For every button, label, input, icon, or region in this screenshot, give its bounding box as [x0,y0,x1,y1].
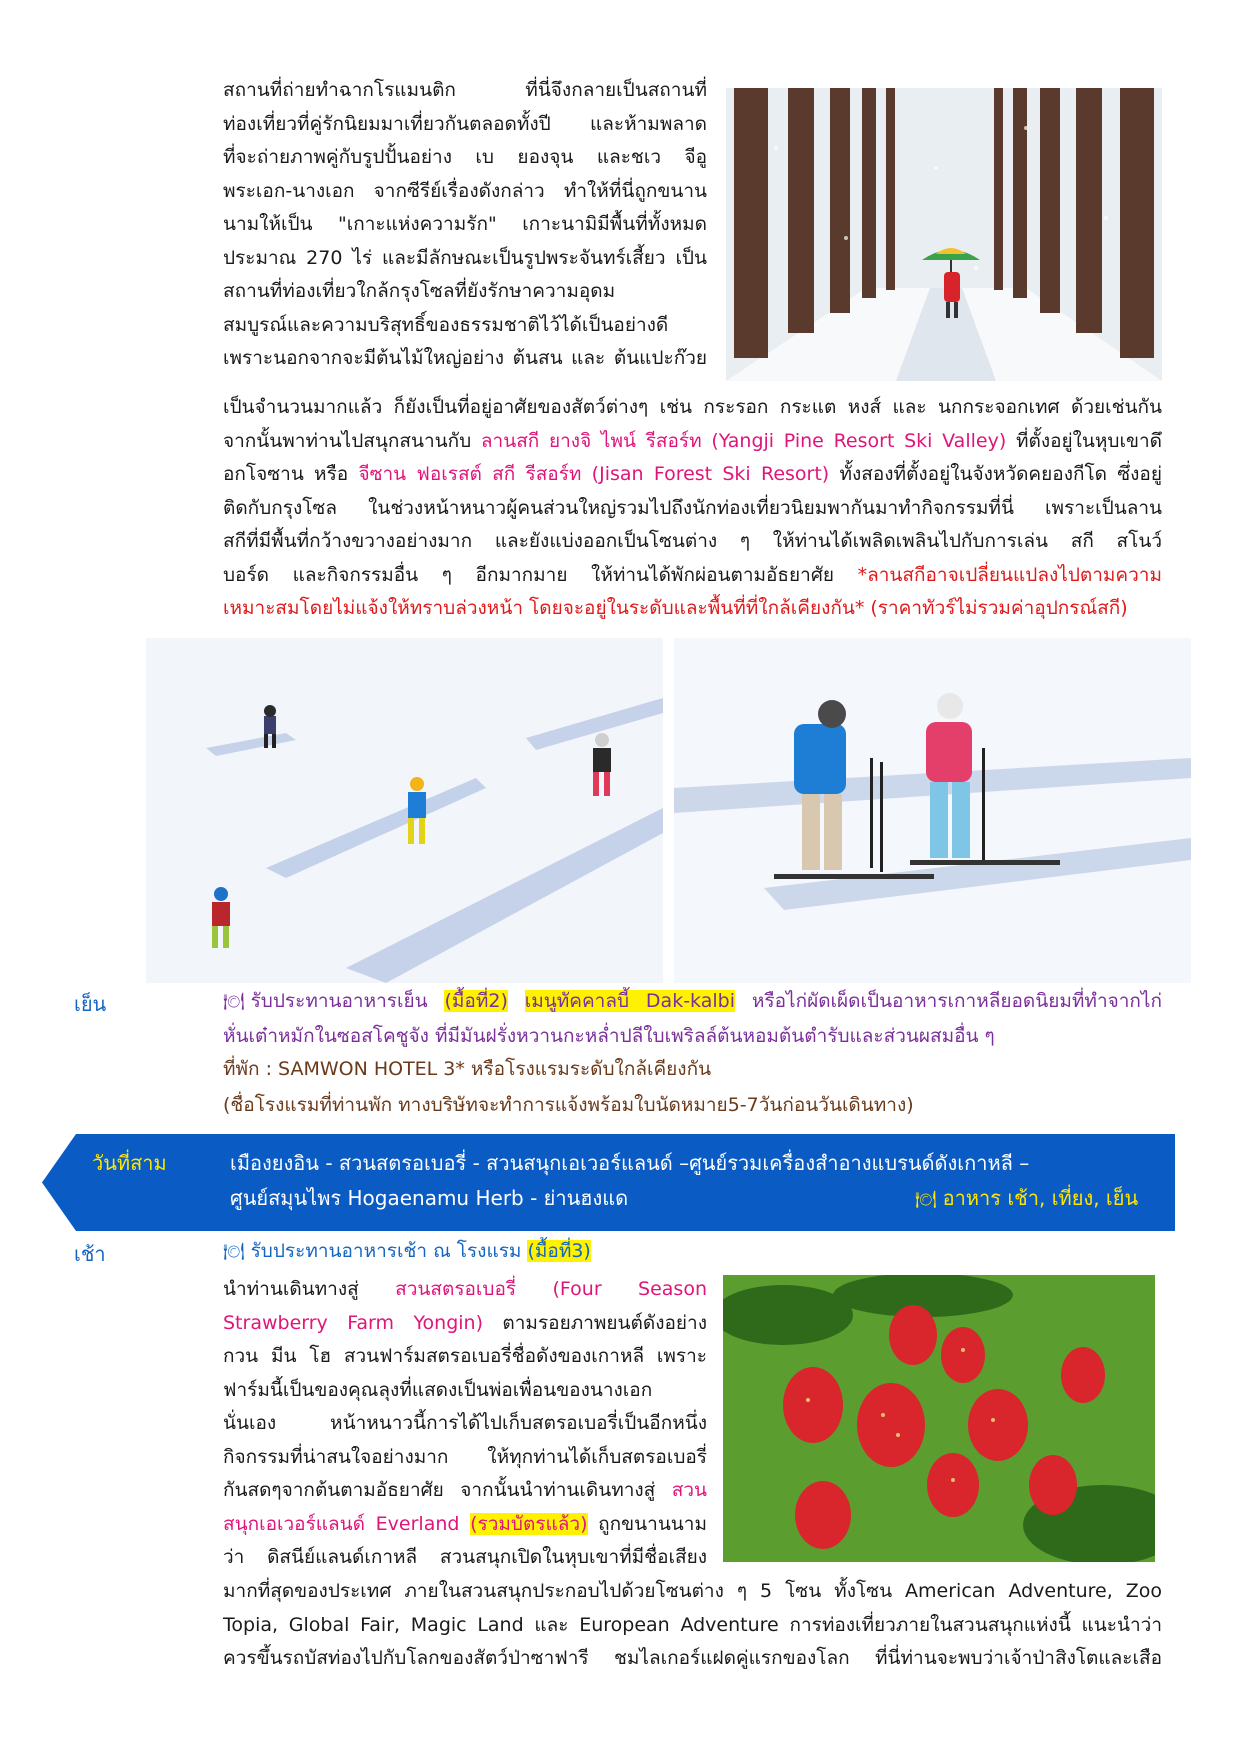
strawberry-text: ตามรอยภาพยนต์ดังอย่าง [483,1311,707,1334]
breakfast-text-part: รับประทานอาหารเช้า ณ โรงแรม [250,1240,528,1262]
ski-line-4: สกีที่มีพื้นที่กว้างขวางอย่างมาก และยังแบ่งออกเป็นโซนต่าง ๆ ให้ท่านได้เพลิดเพลินไปกับการเล่น สกี สโนว์ [223,530,1162,552]
day-label: วันที่สาม [92,1151,167,1175]
photo-ski-lesson [674,638,1191,983]
ski-text: ที่ตั้งอยู่ในหุบเขาดึ [1006,429,1162,452]
photo-tree-avenue [726,88,1162,381]
ski-line-6: เหมาะสมโดยไม่แจ้งให้ทราบล่วงหน้า โดยจะอยู่ในระดับและพื้นที่ที่ใกล้เคียงกัน* (ราคาทัวร์ไม่รวมค่าอุปกรณ์สกี) [223,597,1128,619]
ski-text: บอร์ด และกิจกรรมอื่น ๆ อีกมากมาย ให้ท่านได้พักผ่อนตามอัธยาศัย [223,563,858,586]
day-route-line-1: เมืองยงอิน - สวนสตรอเบอรี่ - สวนสนุกเอเวอร์แลนด์ –ศูนย์รวมเครื่องสำอางแบรนด์ดังเกาหลี – [230,1151,1030,1175]
strawberry-farm-name: สวนสตรอเบอรี่ (Four Season [395,1278,707,1300]
everland-name: สวน [671,1479,707,1501]
strawberry-text: นำท่านเดินทางสู่ [223,1278,396,1300]
photo-skiers-slope [146,638,663,983]
ski-line-1 [223,425,1162,459]
intro-line: เพราะนอกจากจะมีต้นไม้ใหญ่อย่าง ต้นสน และ ต้นแปะก๊วย [223,347,707,369]
everland-line: Topia, Global Fair, Magic Land และ European Adventure การท่องเที่ยวภายในสวนสนุกแห่งนี้ แนะนำว่า [223,1613,1162,1636]
strawberry-line [223,1307,707,1341]
meal-number: (มื้อที่3) [527,1240,591,1262]
ticket-included: (รวมบัตรแล้ว) [470,1512,588,1535]
strawberry-line: นั่นเอง หน้าหนาวนี้การได้ไปเก็บสตรอเบอรี่เป็นอีกหนึ่ง [223,1412,707,1434]
plate-icon: 🍽 [223,992,245,1012]
dinner-text-part: หรือไก่ผัดเผ็ดเป็นอาหารเกาหลียอดนิยมที่ทำจากไก่ [735,990,1162,1012]
dinner-menu: เมนูทัคคาลบี้ Dak-kalbi [524,990,735,1012]
plate-icon: 🍽 [915,1190,937,1210]
intro-line: สถานที่ท่องเที่ยวใกล้กรุงโซลที่ยังรักษาความอุดม [223,280,616,302]
everland-text [223,1575,1162,1676]
ski-text: จากนั้นพาท่านไปสนุกสนานกับ [223,429,481,452]
intro-line: สมบูรณ์และความบริสุทธิ์ของธรรมชาติไว้ได้เป็นอย่างดี [223,313,669,336]
intro-full-line: เป็นจำนวนมากแล้ว ก็ยังเป็นที่อยู่อาศัยของสัตว์ต่างๆ เช่น กระรอก กระแต หงส์ และ นกกระจอกเทศ ด้วยเช่นกัน [223,396,1162,418]
intro-line: พระเอก-นางเอก จากซีรีย์เรื่องดังกล่าว ทำให้ที่นี่ถูกขนาน [223,179,707,202]
everland-line: มากที่สุดของประเทศ ภายในสวนสนุกประกอบไปด้วยโซนต่าง ๆ 5 โซน ทั้งโซน American Adventure, Zoo [223,1580,1162,1602]
hotel-info: ที่พัก : SAMWON HOTEL 3* หรือโรงแรมระดับใกล้เคียงกัน [223,1058,712,1080]
everland-name: สนุกเอเวอร์แลนด์ Everland [223,1512,471,1535]
jisan-resort-name: จีซาน ฟอเรสต์ สกี รีสอร์ท (Jisan Forest Ski Resort) [358,463,830,485]
intro-line: ที่จะถ่ายภาพคู่กับรูปปั้นอย่าง เบ ยองจุน และชเว จีอู [223,146,707,168]
strawberry-farm-name: Strawberry Farm Yongin) [223,1311,483,1334]
ski-text: อกโจซาน หรือ [223,463,359,485]
strawberry-line [223,1508,707,1542]
meal-number: (มื้อที่2) [444,990,508,1012]
hotel-note: (ชื่อโรงแรมที่ท่านพัก ทางบริษัทจะทำการแจ้งพร้อมใบนัดหมาย5-7วันก่อนวันเดินทาง) [223,1093,914,1116]
yangji-resort-name: ลานสกี ยางจิ ไพน์ รีสอร์ท (Yangji Pine Resort Ski Valley) [480,429,1007,452]
dinner-line-2: หั่นเต๋าหมักในซอสโคชูจัง ที่มีมันฝรั่งหวานกะหล่ำปลีใบเพริลล์ต้นหอมต้นตำรับและส่วนผสมอื่น ๆ [223,1024,995,1047]
breakfast-text [223,1235,923,1270]
intro-line: นามให้เป็น "เกาะแห่งความรัก" เกาะนามิมีพื้นที่ทั้งหมด [223,213,707,235]
strawberry-line: ว่า ดิสนีย์แลนด์เกาหลี สวนสนุกเปิดในหุบเขาที่มีชื่อเสียง [223,1546,707,1568]
plate-icon: 🍽 [223,1242,245,1262]
intro-wrap-text [223,74,707,376]
ski-resort-text [223,391,1162,626]
intro-line: สถานที่ถ่ายทำฉากโรแมนติก ที่นี่จึงกลายเป็นสถานที่ [223,79,707,101]
ski-line-2 [223,458,1162,492]
strawberry-text: ถูกขนานนาม [587,1512,707,1535]
day-meals [915,1181,1138,1218]
dinner-text [223,985,1162,1122]
day-banner [42,1134,1175,1231]
ski-text: ทั้งสองที่ตั้งอยู่ในจังหวัดคยองกีโด ซึ่งอยู่ [829,463,1162,485]
strawberry-text: กันสดๆจากต้นตามอัธยาศัย จากนั้นนำท่านเดินทางสู่ [223,1479,672,1501]
strawberry-line: กวน มีน โฮ สวนฟาร์มสตรอเบอรี่ชื่อดังของเกาหลี เพราะ [223,1345,707,1367]
strawberry-wrap-text [223,1273,707,1575]
day-route-line-2: ศูนย์สมุนไพร Hogaenamu Herb - ย่านฮงแด [230,1186,629,1210]
ski-disclaimer: *ลานสกีอาจเปลี่ยนแปลงไปตามความ [857,563,1162,586]
everland-line: ควรขึ้นรถบัสท่องไปกับโลกของสัตว์ป่าซาฟารี ชมไลเกอร์แฝดคู่แรกของโลก ที่นี่ท่านจะพบว่าเจ้าป่าสิงโตและเสือ [223,1647,1162,1669]
ski-line-3: ติดกับกรุงโซล ในช่วงหน้าหนาวผู้คนส่วนใหญ่รวมไปถึงนักท่องเที่ยวนิยมพากันมาทำกิจกรรมที่นี่ เพราะเป็นลาน [223,496,1162,519]
strawberry-line [223,1273,707,1307]
day-meals-text: อาหาร เช้า, เที่ยง, เย็น [942,1186,1139,1210]
breakfast-line [223,1235,923,1270]
strawberry-line: กิจกรรมที่น่าสนใจอย่างมาก ให้ทุกท่านได้เก็บสตรอเบอรี่ [223,1445,707,1468]
ski-line-5 [223,559,1162,593]
strawberry-line [223,1474,707,1508]
morning-time-label: เช้า [74,1242,106,1266]
dinner-line-1 [223,985,1162,1020]
strawberry-line: ฟาร์มนี้เป็นของคุณลุงที่แสดงเป็นพ่อเพื่อนของนางเอก [223,1378,653,1401]
dinner-text-part: รับประทานอาหารเย็น [250,990,445,1012]
photo-strawberries [723,1275,1155,1562]
intro-line: ท่องเที่ยวที่คู่รักนิยมมาเที่ยวกันตลอดทั้งปี และห้ามพลาด [223,112,707,135]
intro-line: ประมาณ 270 ไร่ และมีลักษณะเป็นรูปพระจันทร์เสี้ยว เป็น [223,246,707,269]
dinner-time-label: เย็น [74,992,107,1016]
